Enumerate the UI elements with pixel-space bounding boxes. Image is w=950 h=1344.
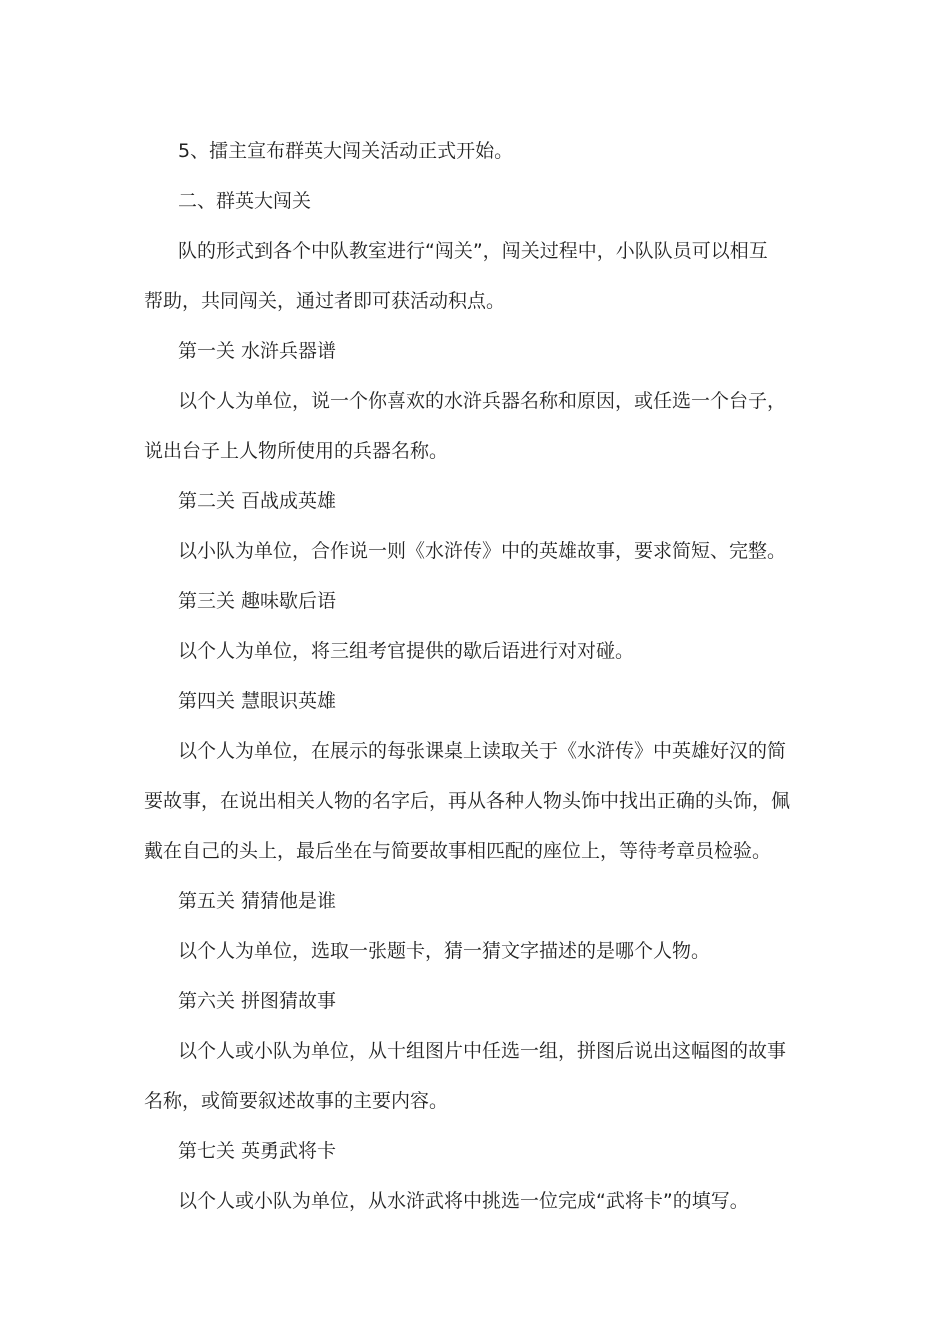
paragraph-line: 5、擂主宣布群英大闯关活动正式开始。	[178, 140, 514, 162]
level-heading: 第四关 慧眼识英雄	[178, 690, 337, 712]
paragraph-line: 说出台子上人物所使用的兵器名称。	[144, 440, 449, 462]
level-heading: 第七关 英勇武将卡	[178, 1140, 337, 1162]
paragraph-line: 以个人或小队为单位，从水浒武将中挑选一位完成“武将卡”的填写。	[178, 1190, 749, 1212]
paragraph-line: 名称，或简要叙述故事的主要内容。	[144, 1090, 449, 1112]
paragraph-line: 以个人为单位，说一个你喜欢的水浒兵器名称和原因，或任选一个台子，	[178, 390, 787, 412]
level-heading: 第三关 趣味歇后语	[178, 590, 337, 612]
paragraph-line: 以个人为单位，在展示的每张课桌上读取关于《水浒传》中英雄好汉的简	[178, 740, 787, 762]
level-heading: 第五关 猜猜他是谁	[178, 890, 337, 912]
level-heading: 第六关 拼图猜故事	[178, 990, 337, 1012]
paragraph-line: 以个人为单位，将三组考官提供的歇后语进行对对碰。	[178, 640, 635, 662]
level-heading: 第一关 水浒兵器谱	[178, 340, 337, 362]
paragraph-line: 以小队为单位，合作说一则《水浒传》中的英雄故事，要求简短、完整。	[178, 540, 787, 562]
paragraph-line: 以个人或小队为单位，从十组图片中任选一组，拼图后说出这幅图的故事	[178, 1040, 787, 1062]
level-heading: 第二关 百战成英雄	[178, 490, 337, 512]
section-heading: 二、群英大闯关	[178, 190, 312, 212]
paragraph-line: 以个人为单位，选取一张题卡，猜一猜文字描述的是哪个人物。	[178, 940, 711, 962]
paragraph-line: 要故事，在说出相关人物的名字后，再从各种人物头饰中找出正确的头饰，佩	[144, 790, 791, 812]
document-body	[144, 126, 804, 1226]
paragraph-line: 戴在自己的头上，最后坐在与简要故事相匹配的座位上，等待考章员检验。	[144, 840, 772, 862]
paragraph-line: 队的形式到各个中队教室进行“闯关”，闯关过程中，小队队员可以相互	[178, 240, 768, 262]
paragraph-line: 帮助，共同闯关，通过者即可获活动积点。	[144, 290, 506, 312]
